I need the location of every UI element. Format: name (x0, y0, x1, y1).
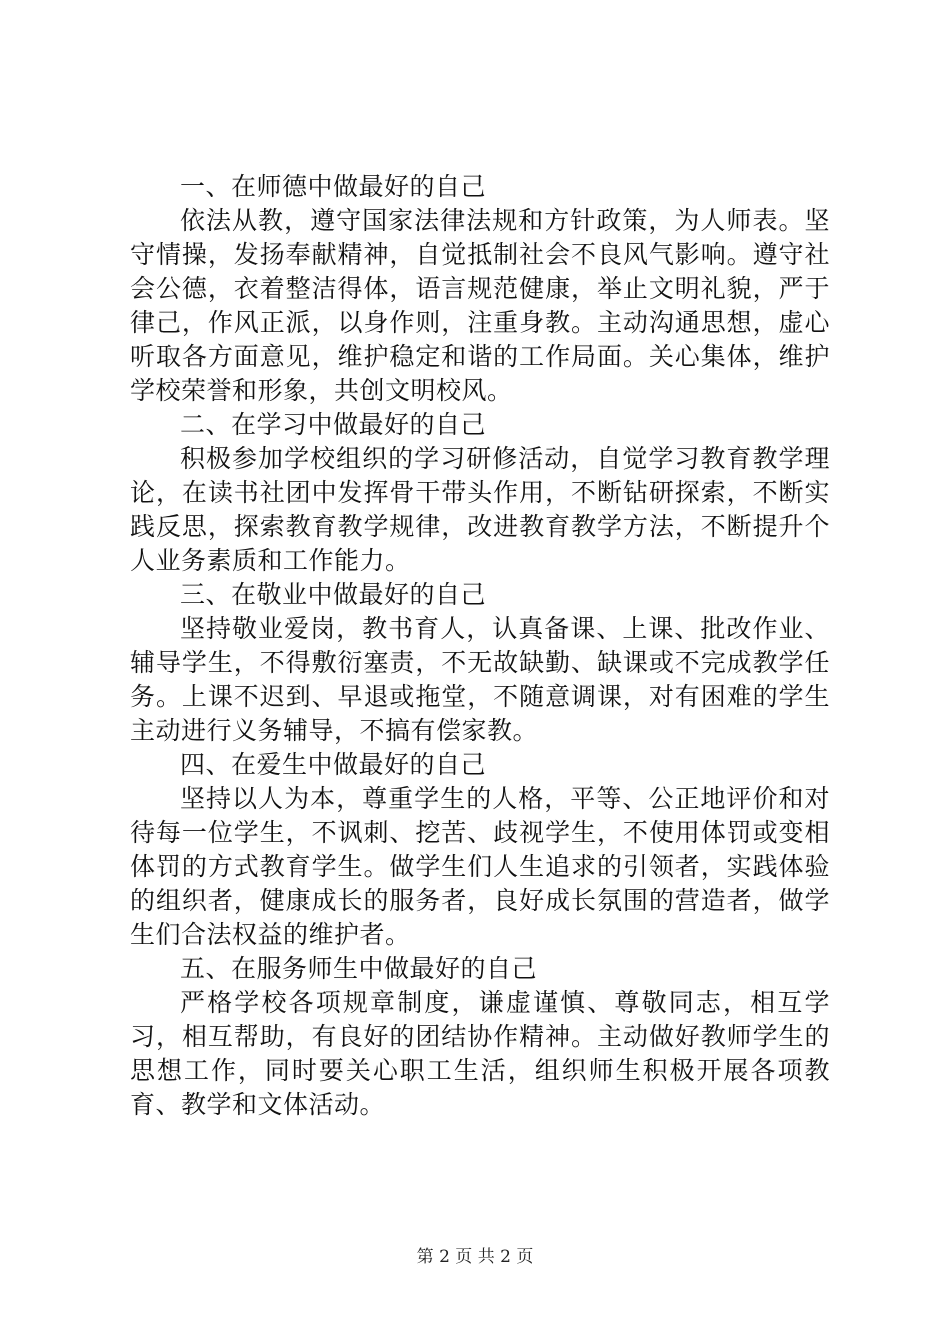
section-paragraph-1: 依法从教，遵守国家法律法规和方针政策，为人师表。坚守情操，发扬奉献精神，自觉抵制社会不良风气影响。遵守社会公德，衣着整洁得体，语言规范健康，举止文明礼貌，严于律己，作风正派，以身作则，注重身教。主动沟通思想，虚心听取各方面意见，维护稳定和谐的工作局面。关心集体，维护学校荣誉和形象，共创文明校风。 (130, 206, 830, 405)
section-paragraph-5: 严格学校各项规章制度，谦虚谨慎、尊敬同志，相互学习，相互帮助，有良好的团结协作精神。主动做好教师学生的思想工作，同时要关心职工生活，组织师生积极开展各项教育、教学和文体活动。 (130, 988, 830, 1119)
section-heading-4: 四、在爱生中做最好的自己 (180, 750, 487, 779)
page-number-footer: 第 2 页 共 2 页 (416, 1247, 534, 1267)
document-body (130, 170, 830, 1122)
section-heading-1: 一、在师德中做最好的自己 (180, 172, 487, 201)
section-heading-3: 三、在敬业中做最好的自己 (180, 580, 487, 609)
section-heading-2: 二、在学习中做最好的自己 (180, 410, 487, 439)
section-heading-5: 五、在服务师生中做最好的自己 (180, 954, 538, 983)
section-paragraph-3: 坚持敬业爱岗，教书育人，认真备课、上课、批改作业、辅导学生，不得敷衍塞责，不无故缺勤、缺课或不完成教学任务。上课不迟到、早退或拖堂，不随意调课，对有困难的学生主动进行义务辅导，不搞有偿家教。 (130, 614, 830, 745)
section-paragraph-4: 坚持以人为本，尊重学生的人格，平等、公正地评价和对待每一位学生，不讽刺、挖苦、歧视学生，不使用体罚或变相体罚的方式教育学生。做学生们人生追求的引领者，实践体验的组织者，健康成长的服务者，良好成长氛围的营造者，做学生们合法权益的维护者。 (130, 784, 830, 949)
section-paragraph-2: 积极参加学校组织的学习研修活动，自觉学习教育教学理论，在读书社团中发挥骨干带头作用，不断钻研探索，不断实践反思，探索教育教学规律，改进教育教学方法，不断提升个人业务素质和工作能力。 (130, 444, 830, 575)
